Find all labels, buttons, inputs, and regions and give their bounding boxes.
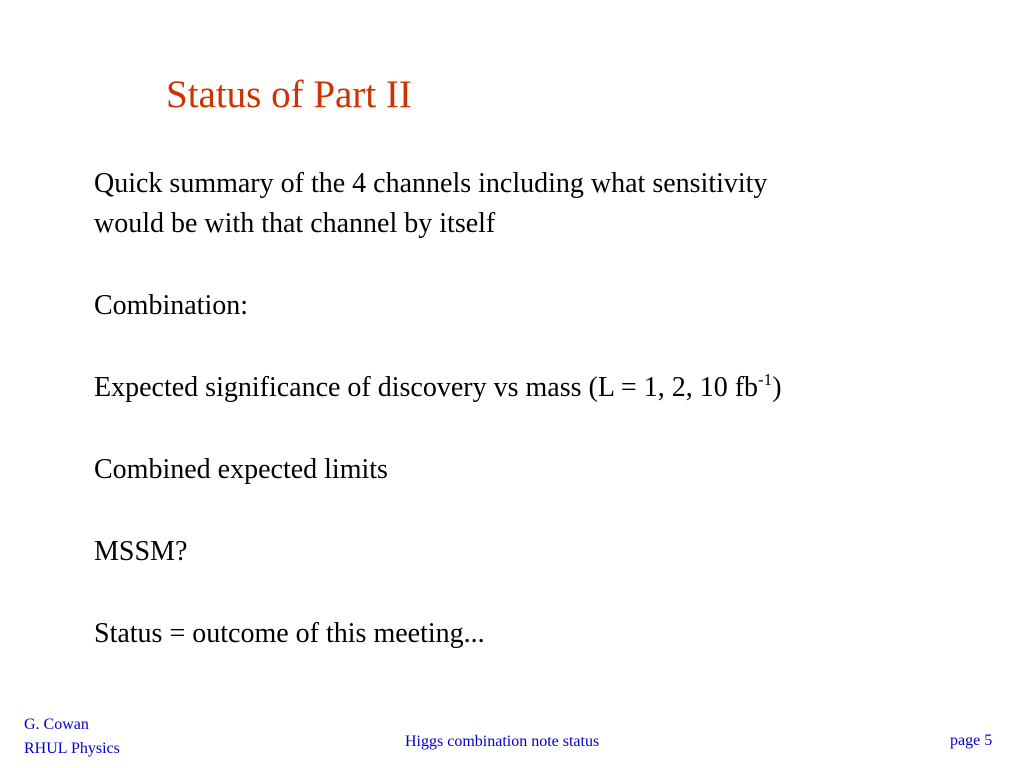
mssm-item: MSSM? — [94, 536, 188, 567]
slide-title: Status of Part II — [166, 73, 412, 116]
footer-affiliation: RHUL Physics — [24, 740, 120, 757]
significance-item — [94, 368, 782, 408]
summary-item — [94, 164, 767, 244]
significance-text: Expected significance of discovery vs mass (L = 1, 2, 10 fb — [94, 372, 759, 403]
summary-line-2: would be with that channel by itself — [94, 208, 496, 239]
footer-author: G. Cowan — [24, 716, 89, 733]
footer-page-number: page 5 — [950, 732, 993, 749]
limits-item: Combined expected limits — [94, 454, 388, 485]
footer-talk-title: Higgs combination note status — [405, 733, 600, 750]
summary-line-1: Quick summary of the 4 channels including what sensitivity — [94, 168, 768, 199]
significance-close-paren: ) — [772, 372, 782, 403]
status-item: Status = outcome of this meeting... — [94, 618, 485, 649]
combination-heading: Combination: — [94, 290, 248, 321]
significance-superscript: -1 — [758, 370, 773, 389]
